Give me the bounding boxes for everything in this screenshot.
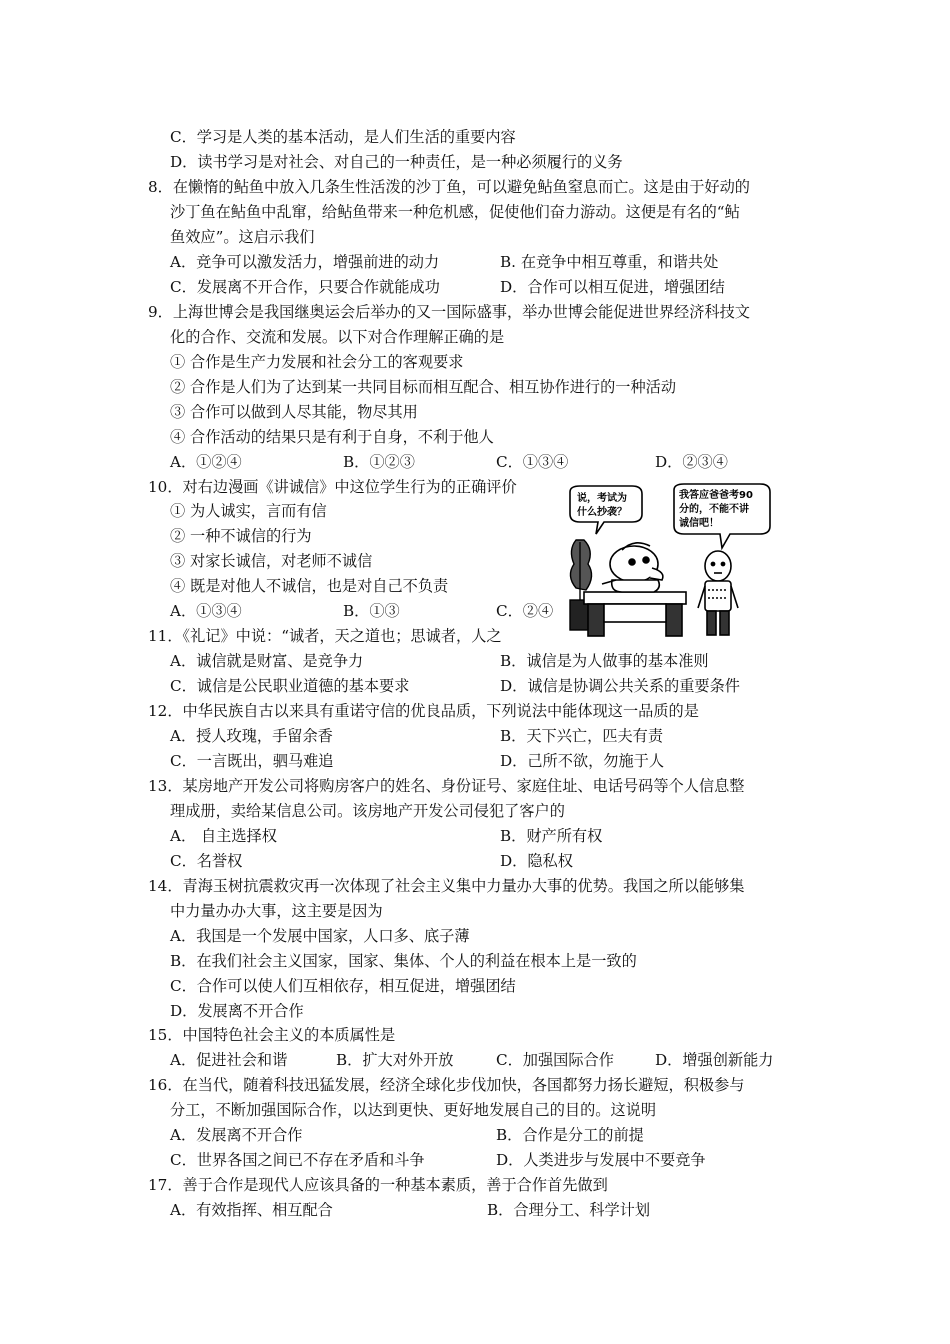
q14-option-c: C．合作可以使人们互相依存，相互促进，增强团结 bbox=[170, 977, 516, 995]
student-figure bbox=[698, 551, 738, 635]
q17-options-ab bbox=[0, 1200, 950, 1220]
q11-stem: 11．《礼记》中说：“诚者，天之道也；思诚者，人之 bbox=[148, 627, 502, 645]
q11-option-b: B．诚信是为人做事的基本准则 bbox=[500, 652, 709, 670]
q9-options bbox=[0, 452, 950, 472]
q12-options-cd bbox=[0, 751, 950, 771]
q15-option-b: B．扩大对外开放 bbox=[336, 1051, 454, 1069]
q8-option-d: D．合作可以相互促进，增强团结 bbox=[500, 278, 725, 296]
q9-option-a: A．①②④ bbox=[170, 453, 242, 471]
q9-statement-4: ④ 合作活动的结果只是有利于自身，不利于他人 bbox=[170, 428, 494, 446]
q12-option-d: D．己所不欲，勿施于人 bbox=[500, 752, 665, 770]
q13-stem-line2: 理成册，卖给某信息公司。该房地产开发公司侵犯了客户的 bbox=[170, 802, 565, 820]
q9-option-c: C．①③④ bbox=[496, 453, 569, 471]
q16-options-cd bbox=[0, 1150, 950, 1170]
q16-option-d: D．人类进步与发展中不要竞争 bbox=[496, 1151, 706, 1169]
q10-option-c: C．②④ bbox=[496, 602, 554, 620]
q10-statement-1: ① 为人诚实，言而有信 bbox=[170, 502, 327, 520]
q9-option-d: D．②③④ bbox=[655, 453, 728, 471]
student-bubble-line2: 分的，不能不讲 bbox=[679, 504, 749, 515]
q10-stem: 10．对右边漫画《讲诚信》中这位学生行为的正确评价 bbox=[148, 478, 517, 496]
q14-option-a: A．我国是一个发展中国家，人口多、底子薄 bbox=[170, 927, 470, 945]
q17-stem: 17．善于合作是现代人应该具备的一种基本素质，善于合作首先做到 bbox=[148, 1176, 608, 1194]
q9-option-b: B．①②③ bbox=[343, 453, 415, 471]
student-speech-bubble bbox=[674, 484, 770, 548]
q14-option-b: B．在我们社会主义国家，国家、集体、个人的利益在根本上是一致的 bbox=[170, 952, 637, 970]
q16-options-ab bbox=[0, 1125, 950, 1145]
q13-option-a: A． 自主选择权 bbox=[170, 827, 277, 845]
q13-option-b: B．财产所有权 bbox=[500, 827, 603, 845]
q13-option-d: D．隐私权 bbox=[500, 852, 573, 870]
q10-statement-3: ③ 对家长诚信，对老师不诚信 bbox=[170, 552, 373, 570]
q13-stem-line1: 13．某房地产开发公司将购房客户的姓名、身份证号、家庭住址、电话号码等个人信息整 bbox=[148, 777, 745, 795]
q8-option-a: A．竞争可以激发活力，增强前进的动力 bbox=[170, 253, 440, 271]
q15-option-c: C．加强国际合作 bbox=[496, 1051, 614, 1069]
cartoon-drawing bbox=[562, 480, 772, 640]
q13-option-c: C．名誉权 bbox=[170, 852, 243, 870]
q10-statement-4: ④ 既是对他人不诚信，也是对自己不负责 bbox=[170, 577, 449, 595]
q11-option-d: D．诚信是协调公共关系的重要条件 bbox=[500, 677, 740, 695]
q9-statement-3: ③ 合作可以做到人尽其能，物尽其用 bbox=[170, 403, 418, 421]
q11-options-ab bbox=[0, 651, 950, 671]
q16-stem-line2: 分工，不断加强国际合作，以达到更快、更好地发展自己的目的。这说明 bbox=[170, 1101, 656, 1119]
q16-option-a: A．发展离不开合作 bbox=[170, 1126, 303, 1144]
q14-option-d: D．发展离不开合作 bbox=[170, 1002, 304, 1020]
q11-options-cd bbox=[0, 676, 950, 696]
q12-option-a: A．授人玫瑰，手留余香 bbox=[170, 727, 333, 745]
q8-stem-line2: 沙丁鱼在鲇鱼中乱窜，给鲇鱼带来一种危机感，促使他们奋力游动。这便是有名的“鲇 bbox=[170, 203, 740, 221]
q7-option-d: D．读书学习是对社会、对自己的一种责任，是一种必须履行的义务 bbox=[170, 153, 623, 171]
q13-options-ab bbox=[0, 826, 950, 846]
q10-option-a: A．①③④ bbox=[170, 602, 242, 620]
q16-stem-line1: 16．在当代，随着科技迅猛发展，经济全球化步伐加快，各国都努力扬长避短，积极参与 bbox=[148, 1076, 745, 1094]
q13-options-cd bbox=[0, 851, 950, 871]
q11-option-c: C．诚信是公民职业道德的基本要求 bbox=[170, 677, 410, 695]
q10-option-b: B．①③ bbox=[343, 602, 400, 620]
teacher-speech-bubble bbox=[570, 486, 642, 534]
q12-option-b: B．天下兴亡，匹夫有责 bbox=[500, 727, 664, 745]
student-bubble-line3: 诚信吧！ bbox=[679, 518, 719, 529]
teacher-bubble-line1: 说，考试为 bbox=[577, 493, 627, 504]
q16-option-b: B．合作是分工的前提 bbox=[496, 1126, 644, 1144]
q8-stem-line3: 鱼效应”。这启示我们 bbox=[170, 228, 315, 246]
q16-option-c: C．世界各国之间已不存在矛盾和斗争 bbox=[170, 1151, 425, 1169]
q9-statement-1: ① 合作是生产力发展和社会分工的客观要求 bbox=[170, 353, 464, 371]
q12-stem: 12．中华民族自古以来具有重诺守信的优良品质，下列说法中能体现这一品质的是 bbox=[148, 702, 699, 720]
teacher-figure bbox=[602, 543, 663, 592]
teacher-desk bbox=[584, 592, 686, 636]
q8-options-cd bbox=[0, 277, 950, 297]
q10-statement-2: ② 一种不诚信的行为 bbox=[170, 527, 312, 545]
q15-option-d: D．增强创新能力 bbox=[655, 1051, 774, 1069]
q7-option-c: C．学习是人类的基本活动，是人们生活的重要内容 bbox=[170, 128, 516, 146]
integrity-cartoon bbox=[562, 480, 772, 640]
q15-option-a: A．促进社会和谐 bbox=[170, 1051, 288, 1069]
q9-stem-line2: 化的合作、交流和发展。以下对合作理解正确的是 bbox=[170, 328, 505, 346]
q9-stem-line1: 9．上海世博会是我国继奥运会后举办的又一国际盛事，举办世博会能促进世界经济科技文 bbox=[148, 303, 750, 321]
q8-stem-line1: 8．在懒惰的鲇鱼中放入几条生性活泼的沙丁鱼，可以避免鲇鱼窒息而亡。这是由于好动的 bbox=[148, 178, 750, 196]
q15-stem: 15．中国特色社会主义的本质属性是 bbox=[148, 1026, 396, 1044]
q12-option-c: C．一言既出，驷马难追 bbox=[170, 752, 334, 770]
q8-option-b: B. 在竞争中相互尊重，和谐共处 bbox=[500, 253, 719, 271]
q11-option-a: A．诚信就是财富、是竞争力 bbox=[170, 652, 364, 670]
q14-stem-line1: 14．青海玉树抗震救灾再一次体现了社会主义集中力量办大事的优势。我国之所以能够集 bbox=[148, 877, 745, 895]
teacher-bubble-line2: 什么抄袭？ bbox=[577, 507, 627, 518]
q8-options-ab bbox=[0, 252, 950, 272]
q8-option-c: C．发展离不开合作，只要合作就能成功 bbox=[170, 278, 440, 296]
q17-option-b: B．合理分工、科学计划 bbox=[487, 1201, 651, 1219]
q10-options bbox=[0, 601, 950, 621]
q14-stem-line2: 中力量办办大事，这主要是因为 bbox=[170, 902, 383, 920]
student-bubble-line1: 我答应爸爸考90 bbox=[679, 490, 753, 501]
q12-options-ab bbox=[0, 726, 950, 746]
q9-statement-2: ② 合作是人们为了达到某一共同目标而相互配合、相互协作进行的一种活动 bbox=[170, 378, 677, 396]
q15-options bbox=[0, 1050, 950, 1070]
q17-option-a: A．有效指挥、相互配合 bbox=[170, 1201, 333, 1219]
